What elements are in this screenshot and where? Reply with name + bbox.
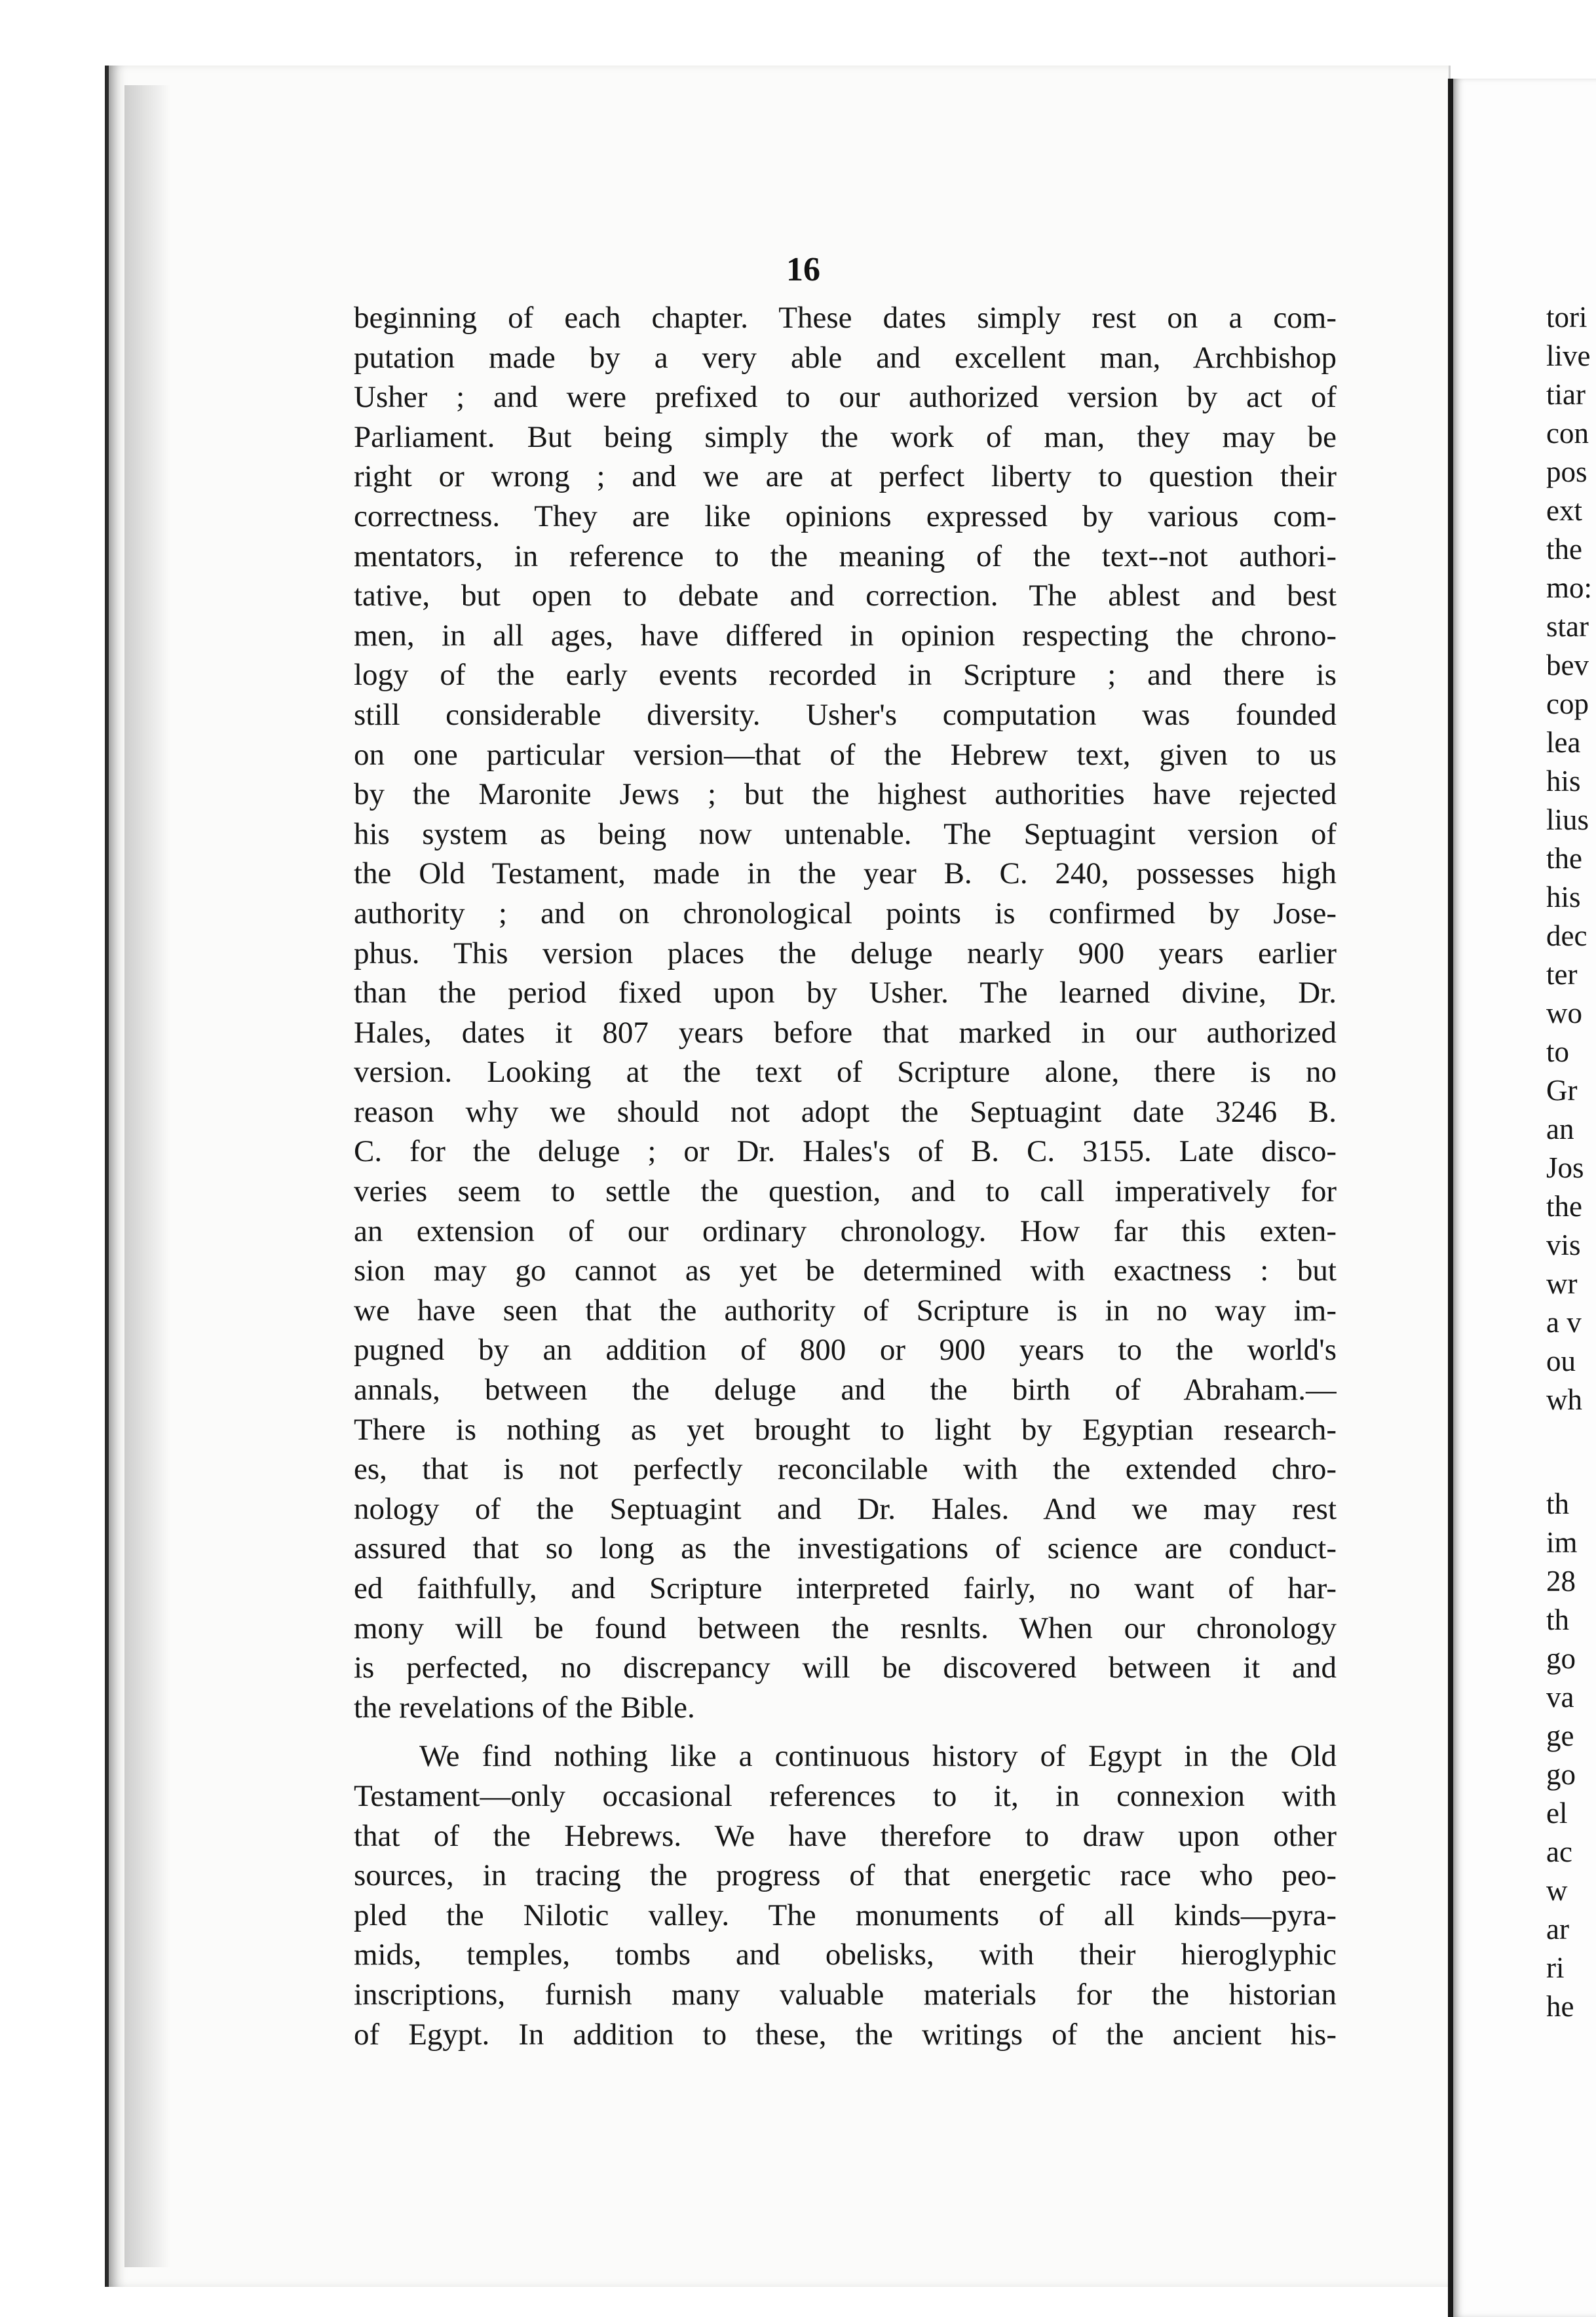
facing-page-fragment: cop: [1546, 687, 1589, 720]
text-line: on one particular version—that of the Hebrew text, given to us: [354, 737, 1337, 772]
facing-page-fragment: tiar: [1546, 378, 1586, 411]
binding-shadow: [124, 85, 170, 2267]
text-line: mids, temples, tombs and obelisks, with their hieroglyphic: [354, 1938, 1337, 1972]
text-line: correctness. They are like opinions expressed by various com-: [354, 499, 1337, 533]
facing-page-fragment: go: [1546, 1758, 1576, 1791]
facing-page-fragment: the: [1546, 533, 1582, 565]
text-line: of Egypt. In addition to these, the writings of the ancient his-: [354, 2017, 1337, 2052]
facing-page-text-fragments: [1546, 298, 1596, 2026]
text-line: tative, but open to debate and correction. The ablest and best: [354, 579, 1337, 613]
body-text: [354, 298, 1337, 2054]
text-line: is perfected, no discrepancy will be discovered between it and: [354, 1651, 1337, 1685]
paragraph-gap: [354, 1727, 1337, 1736]
text-line: men, in all ages, have differed in opinion respecting the chrono-: [354, 618, 1337, 653]
facing-page-fragment: lius: [1546, 803, 1589, 836]
facing-page-fragment: w: [1546, 1874, 1568, 1907]
text-line: There is nothing as yet brought to light by Egyptian research-: [354, 1412, 1337, 1447]
facing-page-fragment: dec: [1546, 919, 1587, 952]
text-line: right or wrong ; and we are at perfect liberty to question their: [354, 459, 1337, 494]
text-line: We find nothing like a continuous history of Egypt in the Old: [419, 1739, 1337, 1774]
facing-page-fragment: the: [1546, 842, 1582, 875]
page-number: 16: [786, 251, 820, 288]
text-line: mentators, in reference to the meaning of the text--not authori-: [354, 539, 1337, 573]
facing-page-fragment: mo:: [1546, 571, 1593, 604]
text-line: authority ; and on chronological points is confirmed by Jose-: [354, 896, 1337, 930]
text-line: nology of the Septuagint and Dr. Hales. And we may rest: [354, 1491, 1337, 1526]
text-line: phus. This version places the deluge nearly 900 years earlier: [354, 936, 1337, 970]
facing-page-fragment: his: [1546, 881, 1581, 913]
facing-page-fragment: an: [1546, 1113, 1574, 1145]
facing-page-fragment: star: [1546, 610, 1589, 643]
facing-page-fragment: con: [1546, 417, 1589, 450]
text-line: assured that so long as the investigations of science are conduct-: [354, 1531, 1337, 1566]
facing-page-fragment: th: [1546, 1603, 1570, 1636]
facing-page-fragment: to: [1546, 1035, 1570, 1068]
facing-page-fragment: ar: [1546, 1913, 1569, 1945]
text-line: Parliament. But being simply the work of man, they may be: [354, 419, 1337, 454]
facing-page-fragment: a v: [1546, 1306, 1582, 1339]
facing-page-fragment: ge: [1546, 1719, 1574, 1752]
facing-page-fragment: the: [1546, 1190, 1582, 1223]
facing-page-fragment: lea: [1546, 726, 1581, 759]
facing-page-fragment: wr: [1546, 1267, 1578, 1300]
facing-page-fragment: Jos: [1546, 1151, 1584, 1184]
facing-page-fragment: ac: [1546, 1835, 1572, 1868]
facing-page-fragment: ter: [1546, 958, 1578, 991]
facing-page-fragment: vis: [1546, 1229, 1581, 1261]
text-line: sources, in tracing the progress of that energetic race who peo-: [354, 1858, 1337, 1893]
text-line: Usher ; and were prefixed to our authorized version by act of: [354, 380, 1337, 415]
facing-page-fragment: wh: [1546, 1383, 1582, 1416]
text-line: veries seem to settle the question, and to call imperatively for: [354, 1174, 1337, 1209]
text-line: that of the Hebrews. We have therefore to draw upon other: [354, 1818, 1337, 1853]
text-line: still considerable diversity. Usher's computation was founded: [354, 697, 1337, 732]
facing-page-fragment: el: [1546, 1797, 1568, 1829]
text-line: putation made by a very able and excellent man, Archbishop: [354, 340, 1337, 375]
facing-page-fragment: 28: [1546, 1565, 1576, 1598]
text-line: pugned by an addition of 800 or 900 years to the world's: [354, 1333, 1337, 1368]
facing-page-fragment: im: [1546, 1526, 1578, 1559]
text-line: an extension of our ordinary chronology. How far this exten-: [354, 1214, 1337, 1248]
text-line: inscriptions, furnish many valuable materials for the historian: [354, 1977, 1337, 2012]
text-line: the revelations of the Bible.: [354, 1690, 695, 1725]
facing-page-fragment: go: [1546, 1642, 1576, 1675]
text-line: version. Looking at the text of Scripture alone, there is no: [354, 1055, 1337, 1090]
text-line: pled the Nilotic valley. The monuments of all kinds—pyra-: [354, 1898, 1337, 1932]
facing-page-fragment: ou: [1546, 1345, 1576, 1377]
text-line: by the Maronite Jews ; but the highest authorities have rejected: [354, 777, 1337, 812]
text-line: ed faithfully, and Scripture interpreted fairly, no want of har-: [354, 1571, 1337, 1605]
text-line: beginning of each chapter. These dates simply rest on a com-: [354, 301, 1337, 335]
facing-page-fragment: he: [1546, 1990, 1574, 2023]
facing-page-fragment: live: [1546, 339, 1591, 372]
facing-page-fragment: ri: [1546, 1951, 1565, 1984]
text-line: logy of the early events recorded in Scripture ; and there is: [354, 658, 1337, 693]
facing-page-fragment: pos: [1546, 455, 1587, 488]
facing-page-fragment: va: [1546, 1681, 1574, 1714]
text-line: his system as being now untenable. The Septuagint version of: [354, 816, 1337, 851]
text-line: Hales, dates it 807 years before that marked in our authorized: [354, 1015, 1337, 1050]
facing-page-fragment: th: [1546, 1487, 1570, 1520]
facing-page-fragment: Gr: [1546, 1074, 1578, 1107]
text-line: than the period fixed upon by Usher. The learned divine, Dr.: [354, 976, 1337, 1010]
fragment-gap: [1546, 1419, 1596, 1485]
text-line: the Old Testament, made in the year B. C. 240, possesses high: [354, 856, 1337, 891]
facing-page-fragment: bev: [1546, 649, 1589, 681]
text-line: we have seen that the authority of Scripture is in no way im-: [354, 1293, 1337, 1328]
text-line: annals, between the deluge and the birth of Abraham.—: [354, 1373, 1337, 1407]
facing-page-fragment: tori: [1546, 301, 1587, 334]
text-line: Testament—only occasional references to it, in connexion with: [354, 1778, 1337, 1813]
text-line: sion may go cannot as yet be determined with exactness : but: [354, 1254, 1337, 1288]
text-line: C. for the deluge ; or Dr. Hales's of B. C. 3155. Late disco-: [354, 1134, 1337, 1169]
text-line: reason why we should not adopt the Septuagint date 3246 B.: [354, 1094, 1337, 1129]
text-line: es, that is not perfectly reconcilable with the extended chro-: [354, 1452, 1337, 1487]
facing-page-fragment: ext: [1546, 494, 1582, 527]
facing-page-fragment: his: [1546, 765, 1581, 797]
text-line: mony will be found between the resnlts. When our chronology: [354, 1611, 1337, 1645]
facing-page-fragment: wo: [1546, 997, 1582, 1029]
